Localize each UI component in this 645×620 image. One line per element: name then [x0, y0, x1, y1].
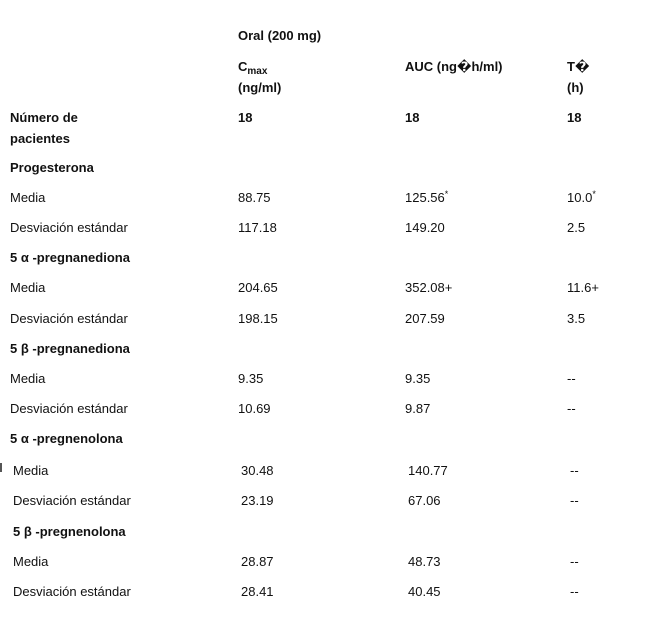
auc-value: 40.45 — [408, 584, 441, 599]
t-value: 2.5 — [567, 220, 586, 235]
section-title: 5 α -pregnanediona — [10, 250, 130, 265]
oral-dose-header: Oral (200 mg) — [238, 28, 322, 43]
row-label: Media — [13, 554, 49, 569]
row-label: Desviación estándar — [10, 311, 128, 326]
cmax-value: 88.75 — [238, 190, 271, 205]
t-value: 3.5 — [567, 311, 586, 326]
row-label: Media — [10, 280, 46, 295]
cmax-subscript: max — [247, 66, 268, 77]
cmax-base: C — [238, 59, 248, 74]
t-value: 11.6+ — [567, 280, 599, 295]
row-label: Media — [10, 190, 46, 205]
section-title: 5 β -pregnanediona — [10, 341, 130, 356]
t-value: -- — [567, 371, 576, 386]
t-value: -- — [567, 401, 576, 416]
t-value: -- — [570, 554, 579, 569]
auc-header: AUC (ng�h/ml) — [405, 59, 503, 74]
auc-footnote-mark: * — [444, 189, 449, 199]
row-label: Desviación estándar — [13, 493, 131, 508]
cmax-value: 30.48 — [241, 463, 274, 478]
auc-value: 9.87 — [405, 401, 431, 416]
auc-value: 207.59 — [405, 311, 445, 326]
cmax-unit: (ng/ml) — [238, 80, 282, 95]
patients-t: 18 — [567, 110, 582, 125]
t-number: 10.0 — [567, 190, 593, 205]
patients-label-line1: Número de — [10, 110, 78, 125]
t-footnote-mark: * — [592, 189, 596, 199]
margin-marker — [0, 463, 2, 472]
cmax-value: 28.41 — [241, 584, 274, 599]
row-label: Desviación estándar — [10, 401, 128, 416]
section-title: 5 β -pregnenolona — [13, 524, 126, 539]
cmax-value: 204.65 — [238, 280, 278, 295]
t-value: -- — [570, 463, 579, 478]
auc-value: 149.20 — [405, 220, 445, 235]
patients-label-line2: pacientes — [10, 131, 70, 146]
t-value: -- — [570, 584, 579, 599]
row-label: Media — [13, 463, 49, 478]
section-title: 5 α -pregnenolona — [10, 431, 123, 446]
patients-cmax: 18 — [238, 110, 253, 125]
auc-value: 67.06 — [408, 493, 441, 508]
row-label: Desviación estándar — [13, 584, 131, 599]
cmax-value: 10.69 — [238, 401, 271, 416]
t-header: T� — [567, 59, 590, 74]
row-label: Media — [10, 371, 46, 386]
cmax-value: 9.35 — [238, 371, 264, 386]
t-unit: (h) — [567, 80, 584, 95]
cmax-value: 23.19 — [241, 493, 274, 508]
auc-number: 125.56 — [405, 190, 445, 205]
cmax-value: 198.15 — [238, 311, 278, 326]
t-value — [567, 188, 596, 209]
cmax-value: 117.18 — [238, 220, 277, 235]
row-label: Desviación estándar — [10, 220, 128, 235]
auc-value: 48.73 — [408, 554, 441, 569]
auc-value — [405, 188, 448, 209]
auc-value: 140.77 — [408, 463, 448, 478]
auc-value: 352.08+ — [405, 280, 453, 295]
t-value: -- — [570, 493, 579, 508]
patients-auc: 18 — [405, 110, 420, 125]
cmax-header — [238, 57, 267, 79]
cmax-value: 28.87 — [241, 554, 274, 569]
section-title: Progesterona — [10, 160, 94, 175]
auc-value: 9.35 — [405, 371, 431, 386]
